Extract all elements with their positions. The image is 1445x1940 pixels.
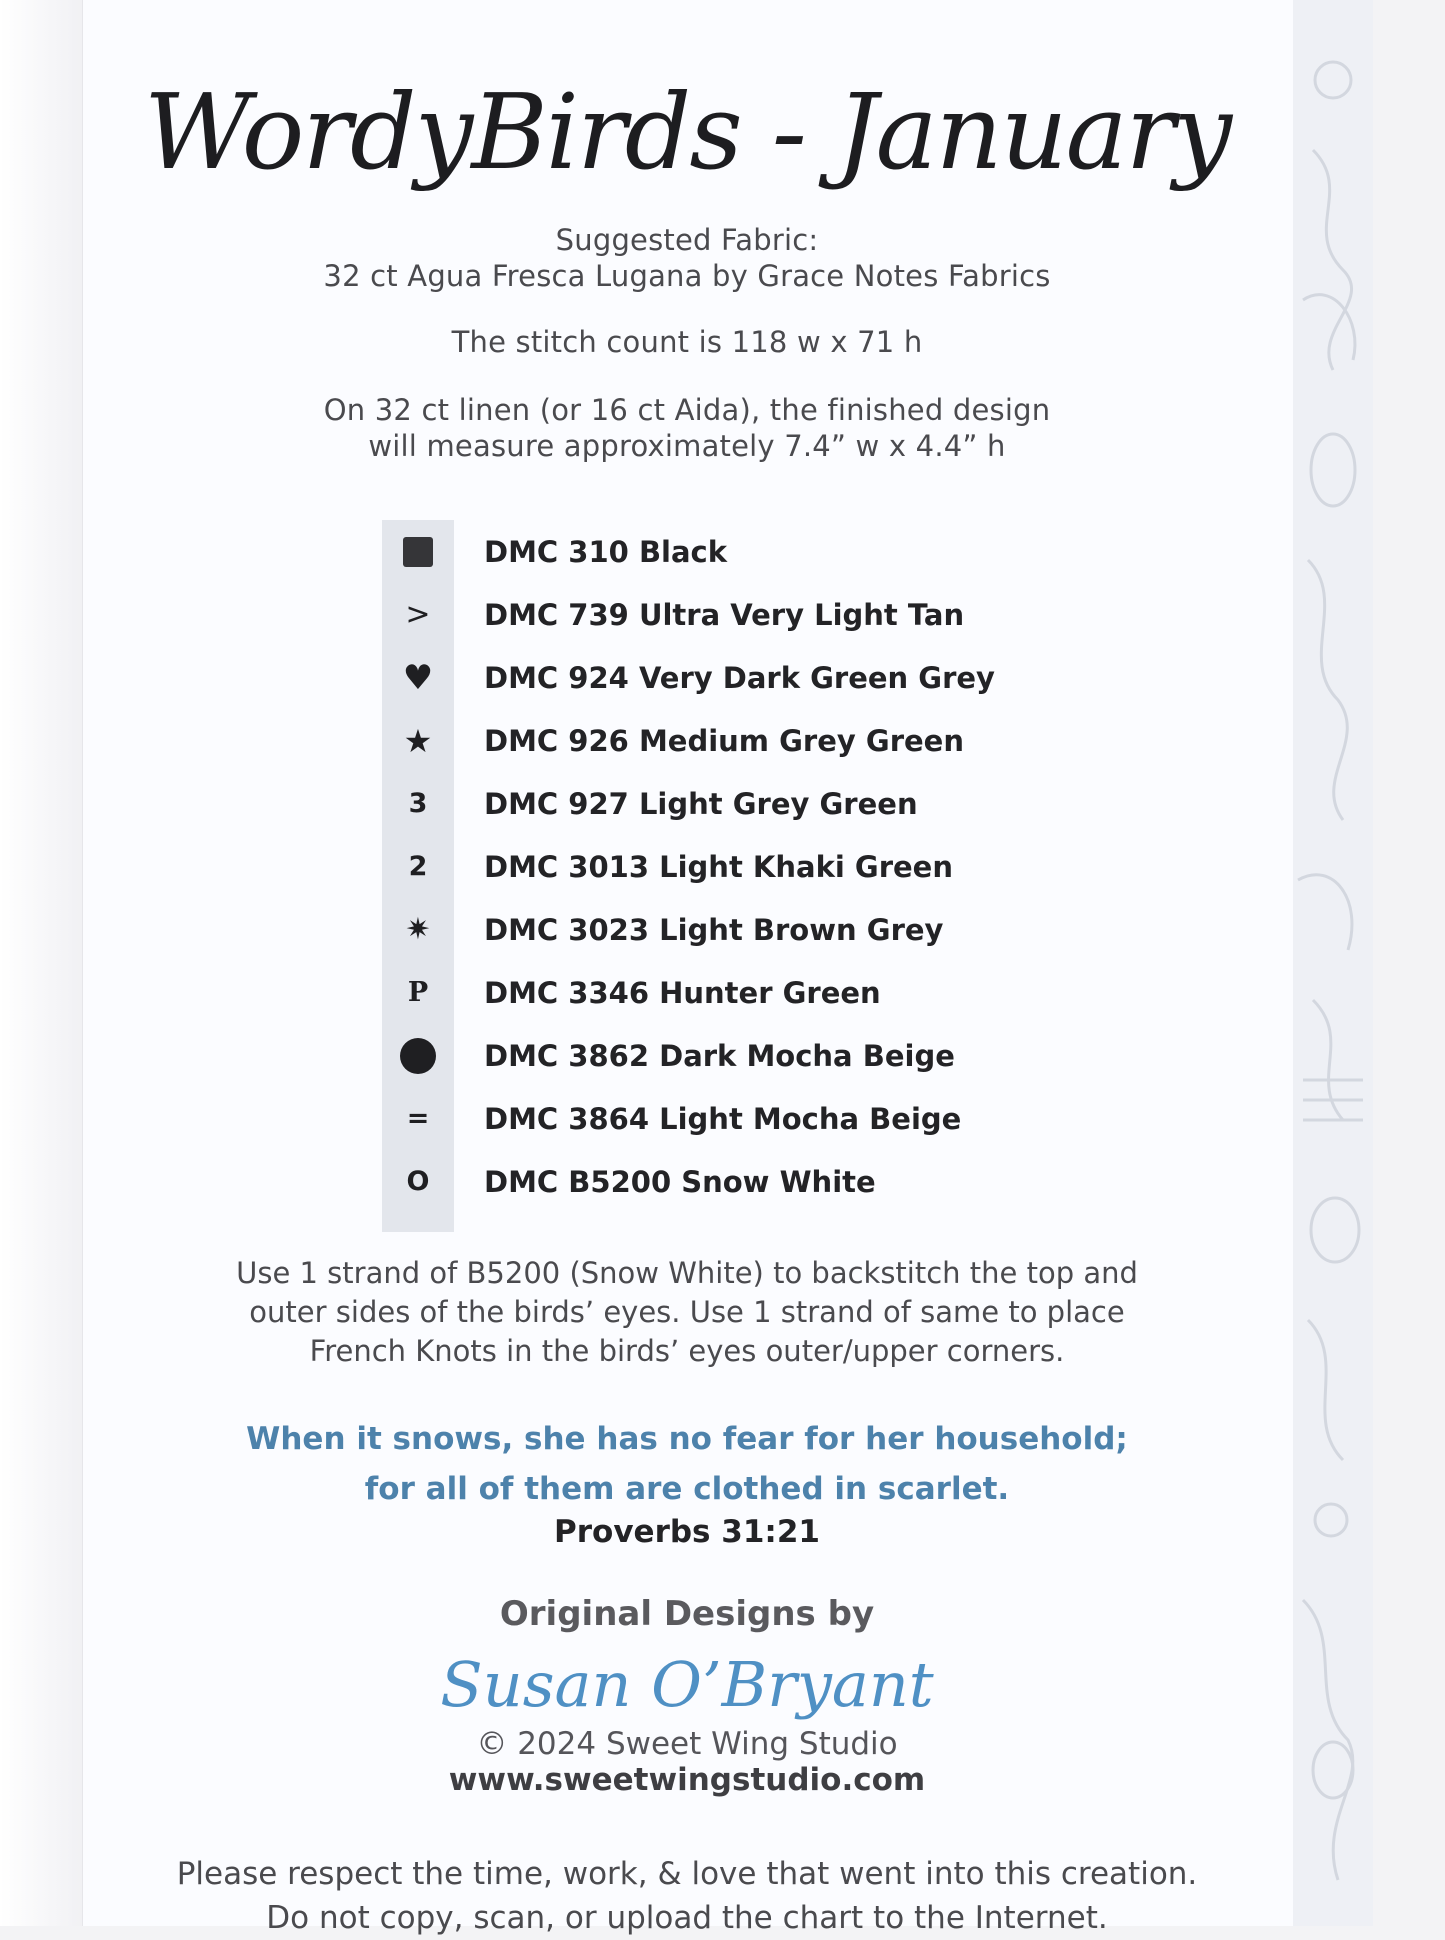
legend-label: DMC 924 Very Dark Green Grey bbox=[484, 660, 995, 695]
suggested-fabric bbox=[82, 222, 1292, 294]
heart-icon: ♥ bbox=[402, 657, 434, 698]
star-icon: ★ bbox=[403, 721, 433, 760]
legend-row bbox=[382, 1087, 1062, 1150]
legend-row bbox=[382, 898, 1062, 961]
legend-label: DMC 3023 Light Brown Grey bbox=[484, 912, 944, 947]
legend-label: DMC 927 Light Grey Green bbox=[484, 786, 918, 821]
legend-label: DMC 3346 Hunter Green bbox=[484, 975, 881, 1010]
stitch-count: The stitch count is 118 w x 71 h bbox=[451, 325, 923, 359]
fabric-heading: Suggested Fabric: bbox=[555, 223, 819, 257]
letter-p-icon: P bbox=[407, 977, 429, 1008]
greater-than-icon: > bbox=[405, 597, 431, 632]
floral-pattern-icon bbox=[1293, 0, 1373, 1926]
legend-row bbox=[382, 835, 1062, 898]
respect-line-1: Please respect the time, work, & love that went into this creation. bbox=[176, 1856, 1198, 1892]
three-icon: 3 bbox=[408, 788, 428, 819]
legend-label: DMC B5200 Snow White bbox=[484, 1164, 876, 1199]
floss-legend bbox=[382, 520, 1062, 1232]
backstitch-instructions bbox=[82, 1254, 1292, 1371]
legend-label: DMC 310 Black bbox=[484, 534, 728, 569]
legend-label: DMC 3862 Dark Mocha Beige bbox=[484, 1038, 955, 1073]
verse-reference: Proverbs 31:21 bbox=[554, 1514, 820, 1550]
legend-label: DMC 3013 Light Khaki Green bbox=[484, 849, 953, 884]
website-link[interactable]: www.sweetwingstudio.com bbox=[448, 1762, 926, 1798]
verse-line-2: for all of them are clothed in scarlet. bbox=[364, 1471, 1010, 1507]
floral-border-strip bbox=[1293, 0, 1373, 1926]
filled-circle-icon bbox=[382, 1024, 454, 1087]
legend-row bbox=[382, 520, 1062, 583]
legend-row bbox=[382, 709, 1062, 772]
scripture-verse bbox=[82, 1414, 1292, 1514]
backstitch-line-1: Use 1 strand of B5200 (Snow White) to backstitch the top and bbox=[236, 1256, 1138, 1290]
backstitch-line-3: French Knots in the birds’ eyes outer/upper corners. bbox=[309, 1334, 1065, 1368]
respect-line-2: Do not copy, scan, or upload the chart to the Internet. bbox=[266, 1900, 1108, 1936]
size-line-1: On 32 ct linen (or 16 ct Aida), the finished design bbox=[323, 393, 1051, 427]
copyright-notice: © 2024 Sweet Wing Studio bbox=[476, 1726, 898, 1762]
verse-line-1: When it snows, she has no fear for her household; bbox=[246, 1421, 1128, 1457]
page-left-edge bbox=[0, 0, 82, 1926]
legend-row bbox=[382, 772, 1062, 835]
designer-signature: Susan O’Bryant bbox=[440, 1648, 934, 1721]
pattern-title: WordyBirds - January bbox=[143, 71, 1231, 193]
legend-row bbox=[382, 1024, 1062, 1087]
legend-row bbox=[382, 646, 1062, 709]
legend-label: DMC 739 Ultra Very Light Tan bbox=[484, 597, 965, 632]
size-line-2: will measure approximately 7.4” w x 4.4” h bbox=[368, 429, 1006, 463]
copyright-request bbox=[82, 1852, 1292, 1940]
equals-icon: = bbox=[406, 1103, 430, 1134]
filled-square-icon bbox=[382, 520, 454, 583]
legend-row bbox=[382, 1150, 1062, 1213]
legend-row bbox=[382, 961, 1062, 1024]
fabric-value: 32 ct Agua Fresca Lugana by Grace Notes Fabrics bbox=[323, 259, 1051, 293]
legend-label: DMC 926 Medium Grey Green bbox=[484, 723, 964, 758]
asterisk-star-icon: ✷ bbox=[405, 912, 431, 947]
legend-row bbox=[382, 583, 1062, 646]
legend-label: DMC 3864 Light Mocha Beige bbox=[484, 1101, 962, 1136]
letter-o-icon: O bbox=[406, 1166, 430, 1197]
finished-size bbox=[82, 392, 1292, 464]
backstitch-line-2: outer sides of the birds’ eyes. Use 1 strand of same to place bbox=[249, 1295, 1125, 1329]
credits-heading: Original Designs by bbox=[499, 1594, 875, 1634]
two-icon: 2 bbox=[408, 851, 428, 882]
